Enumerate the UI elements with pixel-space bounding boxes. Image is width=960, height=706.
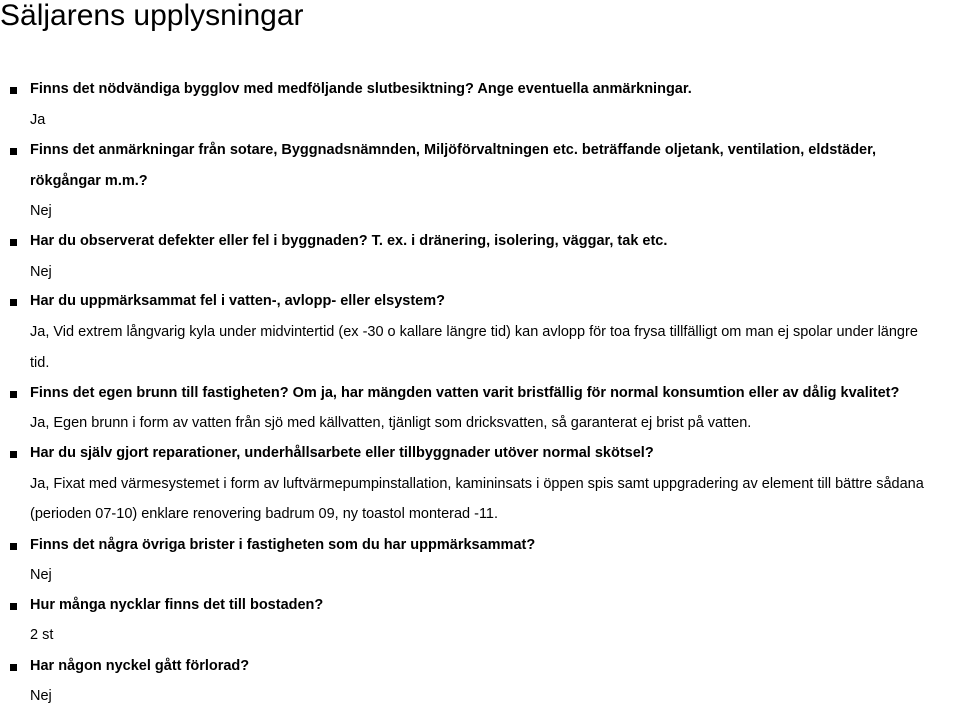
question-text: Finns det nödvändiga bygglov med medföljande slutbesiktning? Ange eventuella anmärkningar. (30, 81, 692, 97)
question-text: Finns det några övriga brister i fastigheten som du har uppmärksammat? (30, 537, 536, 553)
answer-text: Ja, Egen brunn i form av vatten från sjö med källvatten, tjänligt som dricksvatten, så garanterat ej brist på vatten. (30, 415, 752, 431)
question-text: Hur många nycklar finns det till bostaden? (30, 597, 324, 613)
question-text: Har någon nyckel gått förlorad? (30, 658, 250, 674)
answer-text: (perioden 07-10) enklare renovering badrum 09, ny toastol monterad -11. (30, 506, 499, 522)
answer-text: Nej (30, 567, 52, 583)
bullet-icon (10, 299, 17, 306)
bullet-icon (10, 148, 17, 155)
question-text: Finns det egen brunn till fastigheten? Om ja, har mängden vatten varit bristfällig för normal konsumtion eller av dålig kvalitet? (30, 385, 900, 401)
bullet-icon (10, 451, 17, 458)
page-title: Säljarens upplysningar (0, 0, 304, 32)
answer-text: Ja, Fixat med värmesystemet i form av luftvärmepumpinstallation, kamininsats i öppen spis samt uppgradering av element till bättre sådana (30, 476, 924, 492)
answer-text: Nej (30, 688, 52, 704)
answer-text: Ja, Vid extrem långvarig kyla under midvintertid (ex -30 o kallare längre tid) kan avlopp för toa frysa tillfälligt om man ej spolar under längre (30, 324, 918, 340)
answer-text: Ja (30, 112, 46, 128)
answer-text: Nej (30, 264, 52, 280)
answer-text: tid. (30, 355, 50, 371)
answer-text: 2 st (30, 627, 54, 643)
question-text: Har du uppmärksammat fel i vatten-, avlopp- eller elsystem? (30, 293, 445, 309)
bullet-icon (10, 239, 17, 246)
question-text: Har du observerat defekter eller fel i byggnaden? T. ex. i dränering, isolering, väggar, tak etc. (30, 233, 668, 249)
bullet-icon (10, 664, 17, 671)
bullet-icon (10, 87, 17, 94)
question-text: rökgångar m.m.? (30, 173, 148, 189)
bullet-icon (10, 543, 17, 550)
bullet-icon (10, 603, 17, 610)
bullet-icon (10, 391, 17, 398)
question-text: Finns det anmärkningar från sotare, Byggnadsnämnden, Miljöförvaltningen etc. beträffande oljetank, ventilation, eldstäder, (30, 142, 876, 158)
question-text: Har du själv gjort reparationer, underhållsarbete eller tillbyggnader utöver normal skötsel? (30, 445, 654, 461)
answer-text: Nej (30, 203, 52, 219)
